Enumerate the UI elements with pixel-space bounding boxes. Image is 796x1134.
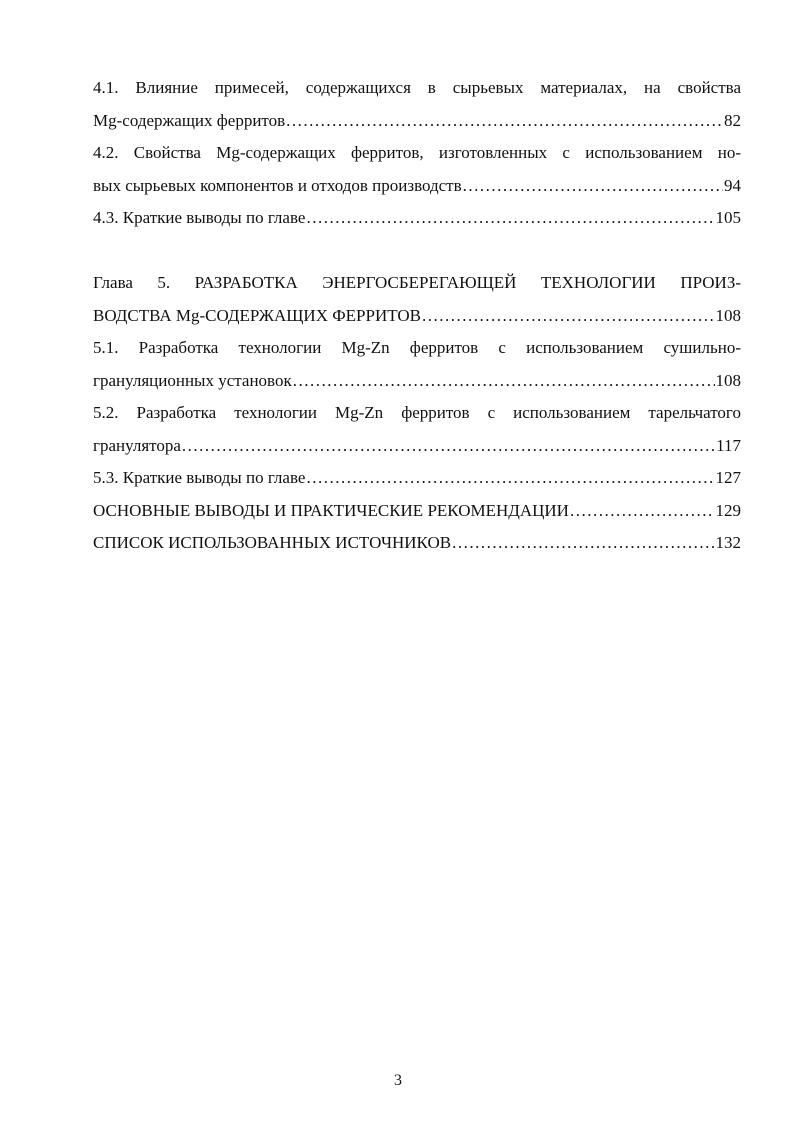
toc-entry-5-3 — [93, 462, 741, 495]
toc-entry-4-3 — [93, 202, 741, 235]
dot-leader — [306, 202, 714, 235]
toc-entry-title-line: 5.3. Краткие выводы по главе — [93, 468, 306, 487]
toc-entry-title-line: гранулятора — [93, 435, 181, 455]
toc-entry-title-line: Глава 5. РАЗРАБОТКА ЭНЕРГОСБЕРЕГАЮЩЕЙ ТЕХНОЛОГИИ ПРОИЗ- — [93, 273, 741, 292]
toc-entry-title-line: 4.2. Свойства Mg-содержащих ферритов, изготовленных с использованием но- — [93, 143, 741, 162]
toc-entry-title-line: 5.2. Разработка технологии Mg-Zn ферритов с использованием тарельчатого — [93, 403, 741, 422]
toc-entry-title-line: 4.1. Влияние примесей, содержащихся в сырьевых материалах, на свойства — [93, 78, 741, 97]
toc-entry-title-line: грануляционных установок — [93, 370, 292, 390]
toc-page-number: 127 — [715, 468, 741, 487]
page-number: 3 — [394, 1072, 402, 1089]
dot-leader — [422, 300, 714, 333]
dot-leader — [570, 495, 715, 528]
table-of-contents — [93, 72, 741, 560]
section-gap — [93, 235, 741, 268]
toc-page-number: 82 — [724, 110, 741, 130]
dot-leader — [463, 170, 723, 203]
toc-page-number: 105 — [715, 208, 741, 227]
dot-leader — [293, 365, 715, 398]
dot-leader — [286, 105, 723, 138]
dot-leader — [182, 430, 715, 463]
toc-page-number: 129 — [715, 500, 741, 520]
toc-entry-title-line: ВОДСТВА Mg-СОДЕРЖАЩИХ ФЕРРИТОВ — [93, 305, 422, 325]
toc-entry-4-1 — [93, 72, 741, 137]
dot-leader — [306, 462, 714, 495]
toc-entry-references — [93, 527, 741, 560]
dot-leader — [452, 527, 714, 560]
toc-entry-chapter-5 — [93, 267, 741, 332]
toc-entry-title-line: СПИСОК ИСПОЛЬЗОВАННЫХ ИСТОЧНИКОВ — [93, 533, 452, 552]
toc-page-number: 108 — [715, 305, 741, 325]
toc-entry-4-2 — [93, 137, 741, 202]
toc-entry-title-line: 5.1. Разработка технологии Mg-Zn ферритов с использованием сушильно- — [93, 338, 741, 357]
toc-entry-title-line: вых сырьевых компонентов и отходов производств — [93, 175, 462, 195]
toc-entry-title-line: Mg-содержащих ферритов — [93, 110, 286, 130]
toc-page-number: 94 — [724, 175, 741, 195]
toc-entry-5-1 — [93, 332, 741, 397]
toc-entry-title-line: 4.3. Краткие выводы по главе — [93, 208, 306, 227]
toc-page-number: 132 — [715, 533, 741, 552]
toc-entry-conclusions — [93, 495, 741, 528]
toc-page-number: 108 — [715, 370, 741, 390]
toc-entry-title-line: ОСНОВНЫЕ ВЫВОДЫ И ПРАКТИЧЕСКИЕ РЕКОМЕНДАЦИИ — [93, 500, 569, 520]
toc-entry-5-2 — [93, 397, 741, 462]
toc-page-number: 117 — [716, 435, 741, 455]
